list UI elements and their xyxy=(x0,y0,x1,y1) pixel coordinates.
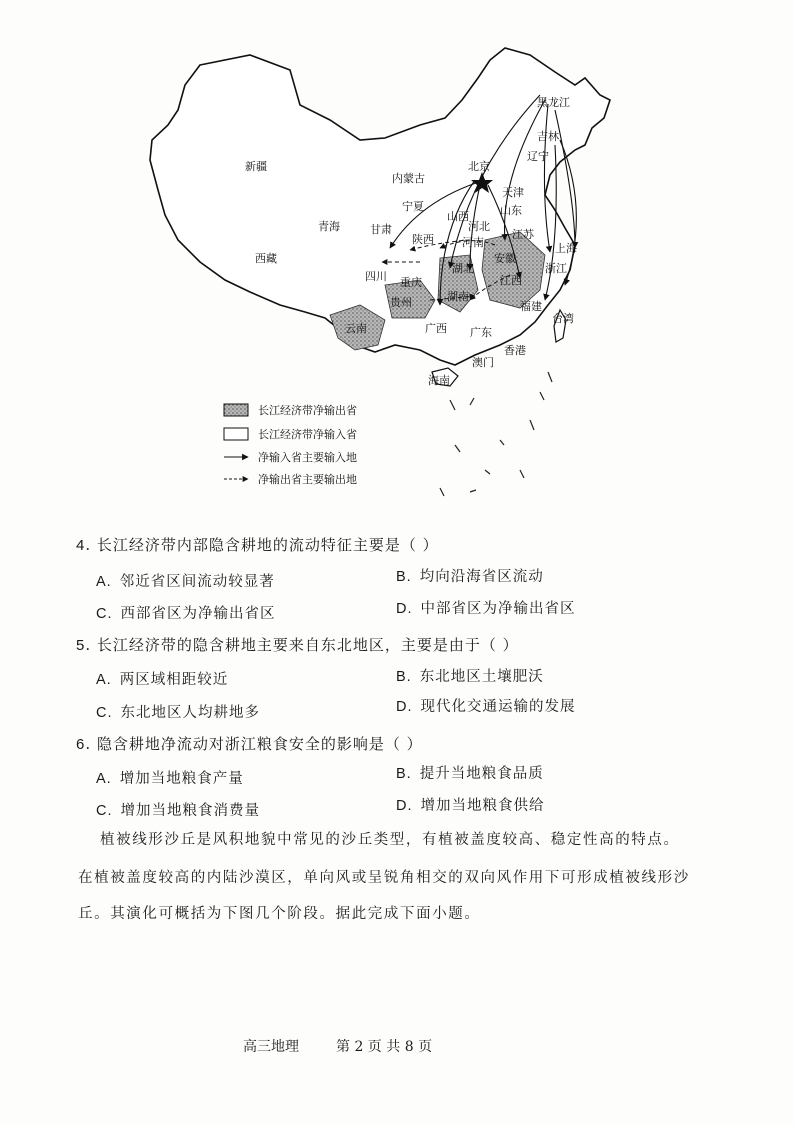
question-stem: 隐含耕地净流动对浙江粮食安全的影响是（ ） xyxy=(96,735,423,753)
label-hebei: 河北 xyxy=(468,220,490,233)
label-yunnan: 云南 xyxy=(345,322,367,335)
option-text: 增加当地粮食消费量 xyxy=(120,803,260,819)
label-heilongjiang: 黑龙江 xyxy=(537,96,570,109)
label-xizang: 西藏 xyxy=(255,252,277,265)
option-letter: A. xyxy=(96,574,112,590)
label-guizhou: 贵州 xyxy=(390,296,412,309)
option-text: 增加当地粮食产量 xyxy=(119,771,244,787)
label-hunan: 湖南 xyxy=(447,290,469,303)
label-aomen: 澳门 xyxy=(472,356,494,369)
option-text: 东北地区人均耕地多 xyxy=(120,705,260,721)
option-5c[interactable] xyxy=(96,701,260,722)
question-5: 5. 长江经济带的隐含耕地主要来自东北地区，主要是由于（ ） xyxy=(76,636,519,654)
label-xinjiang: 新疆 xyxy=(245,160,267,173)
option-letter: D. xyxy=(396,798,413,814)
option-text: 东北地区土壤肥沃 xyxy=(419,669,544,685)
option-text: 邻近省区间流动较显著 xyxy=(119,574,275,590)
option-letter: D. xyxy=(396,601,413,617)
label-shanghai: 上海 xyxy=(555,242,577,255)
question-stem: 长江经济带的隐含耕地主要来自东北地区，主要是由于（ ） xyxy=(96,636,519,654)
label-fujian: 福建 xyxy=(520,300,542,313)
label-tianjin: 天津 xyxy=(502,186,524,199)
china-map-figure xyxy=(0,0,794,520)
option-4d[interactable] xyxy=(396,597,576,618)
label-taiwan: 台湾 xyxy=(552,312,574,325)
option-5a[interactable] xyxy=(96,668,228,689)
option-text: 提升当地粮食品质 xyxy=(419,766,544,782)
label-jiangsu: 江苏 xyxy=(512,228,534,241)
option-letter: B. xyxy=(396,669,412,685)
label-chongqing: 重庆 xyxy=(400,276,422,289)
option-letter: A. xyxy=(96,771,112,787)
option-6d[interactable] xyxy=(396,794,545,815)
option-letter: C. xyxy=(96,803,113,819)
option-letter: B. xyxy=(396,569,412,585)
label-gansu: 甘肃 xyxy=(370,223,392,236)
label-xianggang: 香港 xyxy=(504,344,526,357)
option-6a[interactable] xyxy=(96,767,244,788)
passage-line-1: 植被线形沙丘是风积地貌中常见的沙丘类型，有植被盖度较高、稳定性高的特点。 xyxy=(100,832,680,848)
label-guangxi: 广西 xyxy=(425,322,447,335)
option-letter: C. xyxy=(96,606,113,622)
label-shandong: 山东 xyxy=(500,204,522,217)
label-sichuan: 四川 xyxy=(365,270,387,283)
option-letter: C. xyxy=(96,705,113,721)
footer-page-number: 第 2 页 共 8 页 xyxy=(336,1039,433,1055)
label-qinghai: 青海 xyxy=(318,220,340,233)
label-jiangxi: 江西 xyxy=(500,274,522,287)
option-text: 增加当地粮食供给 xyxy=(420,798,545,814)
legend-text-4: 净输出省主要输出地 xyxy=(258,473,357,486)
label-hainan: 海南 xyxy=(428,374,450,387)
map-legend xyxy=(224,403,357,486)
option-text: 两区域相距较近 xyxy=(119,672,229,688)
option-6b[interactable] xyxy=(396,762,544,783)
option-text: 西部省区为净输出省区 xyxy=(120,606,276,622)
question-6: 6. 隐含耕地净流动对浙江粮食安全的影响是（ ） xyxy=(76,735,423,753)
label-beijing: 北京 xyxy=(468,160,490,173)
label-anhui: 安徽 xyxy=(494,252,516,265)
option-5d[interactable] xyxy=(396,695,576,716)
option-4c[interactable] xyxy=(96,602,276,623)
label-henan: 河南 xyxy=(462,236,484,249)
legend-text-3: 净输入省主要输入地 xyxy=(258,451,357,464)
option-4b[interactable] xyxy=(396,565,544,586)
footer-subject: 高三地理 xyxy=(243,1039,299,1055)
option-letter: A. xyxy=(96,672,112,688)
passage-line-2: 在植被盖度较高的内陆沙漠区，单向风或呈锐角相交的双向风作用下可形成植被线形沙 xyxy=(78,870,690,886)
label-shanxi: 山西 xyxy=(447,210,469,223)
label-ningxia: 宁夏 xyxy=(402,200,424,213)
option-text: 现代化交通运输的发展 xyxy=(420,699,576,715)
option-6c[interactable] xyxy=(96,799,260,820)
option-4a[interactable] xyxy=(96,570,275,591)
label-jilin: 吉林 xyxy=(537,130,559,143)
label-zhejiang: 浙江 xyxy=(545,262,567,275)
label-neimenggu: 内蒙古 xyxy=(392,172,425,185)
legend-swatch-empty xyxy=(224,428,248,440)
legend-text-1: 长江经济带净输出省 xyxy=(258,404,357,417)
legend-text-2: 长江经济带净输入省 xyxy=(258,428,357,441)
option-text: 中部省区为净输出省区 xyxy=(420,601,576,617)
option-text: 均向沿海省区流动 xyxy=(419,569,544,585)
passage-line-3: 丘。其演化可概括为下图几个阶段。据此完成下面小题。 xyxy=(78,906,481,922)
question-stem: 长江经济带内部隐含耕地的流动特征主要是（ ） xyxy=(96,536,439,554)
question-4: 4. 长江经济带内部隐含耕地的流动特征主要是（ ） xyxy=(76,536,439,554)
label-shaanxi: 陕西 xyxy=(412,233,434,246)
south-china-sea-islands xyxy=(440,372,552,496)
question-number: 5 xyxy=(76,637,86,654)
option-5b[interactable] xyxy=(396,665,544,686)
legend-swatch-shaded xyxy=(224,404,248,416)
label-hubei: 湖北 xyxy=(452,262,474,275)
option-letter: B. xyxy=(396,766,412,782)
question-number: 6 xyxy=(76,736,86,753)
label-guangdong: 广东 xyxy=(470,326,492,339)
question-number: 4 xyxy=(76,537,86,554)
option-letter: D. xyxy=(396,699,413,715)
label-liaoning: 辽宁 xyxy=(527,150,549,163)
